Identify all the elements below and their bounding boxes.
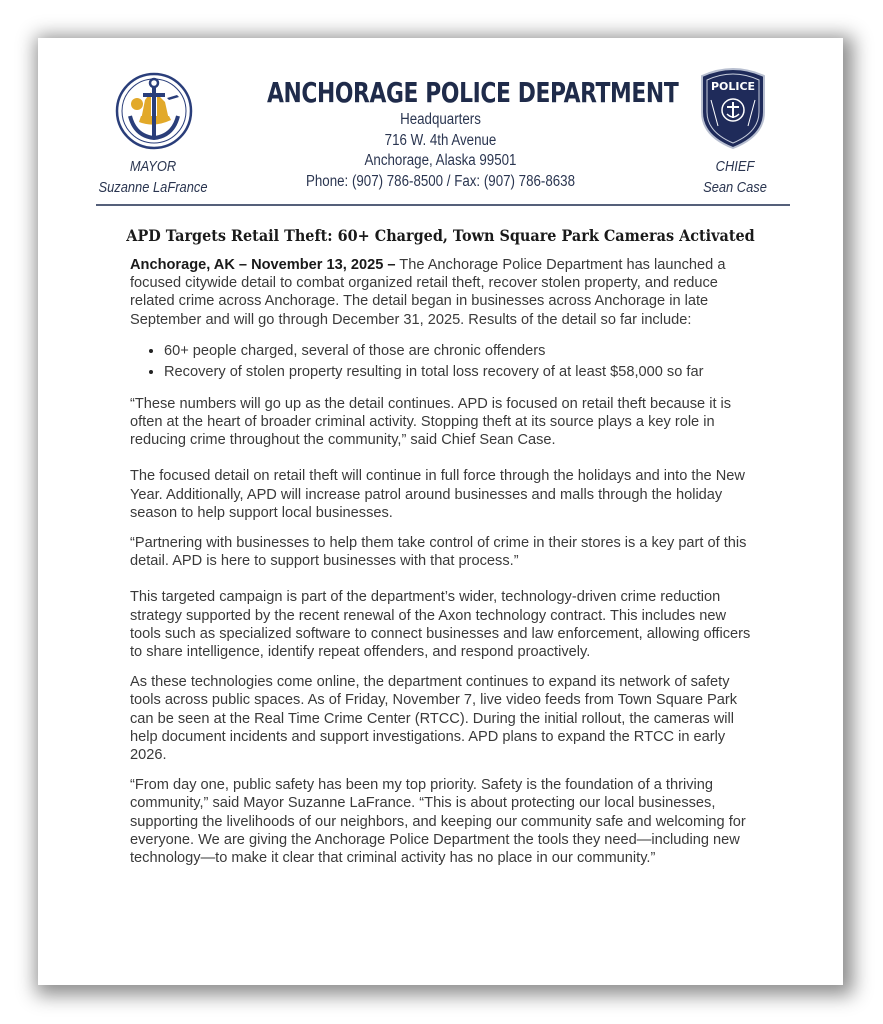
police-badge-icon (698, 66, 768, 150)
chief-block (671, 156, 800, 198)
anchorage-city-seal-icon (115, 72, 193, 150)
chief-title: CHIEF (715, 158, 755, 175)
results-list (130, 341, 760, 383)
technology-paragraph: This targeted campaign is part of the department’s wider, technology-driven crime reduction strategy supported by the recent renewal of the Axon technology contract. This includes new tools such as specialized software to connect businesses and law enforcement, allowing officers to share intelligence, identify repeat offenders, and respond proactively. (130, 589, 751, 661)
phone-fax: Phone: (907) 786-8500 / Fax: (907) 786-8638 (305, 172, 575, 190)
list-item: • Recovery of stolen property resulting in total loss recovery of at least $58,000 so far (164, 362, 760, 383)
department-header (218, 76, 679, 192)
city-state-zip: Anchorage, Alaska 99501 (364, 152, 517, 169)
department-name: ANCHORAGE POLICE DEPARTMENT (266, 76, 679, 109)
cameras-paragraph: As these technologies come online, the department continues to expand its network of safety tools across public spaces. As of Friday, November 7, live video feeds from Town Square Park can be seen at the Real Time Crime Center (RTCC). During the initial rollout, the cameras will help document incidents and support investigations. APD plans to expand the RTCC in early 2026. (130, 674, 738, 764)
chief-quote-paragraph: “These numbers will go up as the detail continues. APD is focused on retail theft because it is often at the heart of broader criminal activity. Stopping theft at its source plays a key role in reducing crime throughout the community,” said Chief Sean Case. (130, 395, 732, 449)
chief-name: Sean Case (703, 179, 767, 196)
list-item: • 60+ people charged, several of those are chronic offenders (164, 341, 760, 362)
mayor-title: MAYOR (129, 158, 177, 175)
partnering-quote-paragraph: “Partnering with businesses to help them take control of crime in their stores is a key part of this detail. APD is here to support businesses with that process.” (130, 535, 747, 570)
mayor-block (89, 156, 218, 198)
mayor-quote-paragraph: “From day one, public safety has been my top priority. Safety is the foundation of a thriving community,” said Mayor Suzanne LaFrance. “This is about protecting our local businesses, supporting the livelihoods of our neighbors, and keeping our community safe and welcoming for everyone. We are giving the Anchorage Police Department the tools they need—including new technology—to make it clear that criminal activity has no place in our community.” (130, 777, 746, 867)
svg-text:POLICE: POLICE (710, 80, 756, 93)
holiday-paragraph: The focused detail on retail theft will continue in full force through the holidays and into the New Year. Additionally, APD will increase patrol around businesses and malls through the holiday season to help support local businesses. (130, 468, 745, 521)
mayor-name: Suzanne LaFrance (98, 179, 208, 196)
header-divider (96, 204, 790, 206)
street-address: 716 W. 4th Avenue (384, 131, 497, 149)
press-release-page (38, 38, 843, 985)
intro-text: The Anchorage Police Department has launched a focused citywide detail to combat organized retail theft, recover stolen property, and reduce related crime across Anchorage. The detail began in businesses across Anchorage in late September and will go through December 31, 2025. Results of the detail so far include: (130, 257, 726, 328)
article-body (130, 256, 760, 879)
dateline: Anchorage, AK – November 13, 2025 – (130, 257, 396, 273)
hq-label: Headquarters (400, 111, 481, 128)
article-headline: APD Targets Retail Theft: 60+ Charged, Town Square Park Cameras Activated (126, 226, 755, 245)
intro-paragraph (130, 256, 760, 329)
